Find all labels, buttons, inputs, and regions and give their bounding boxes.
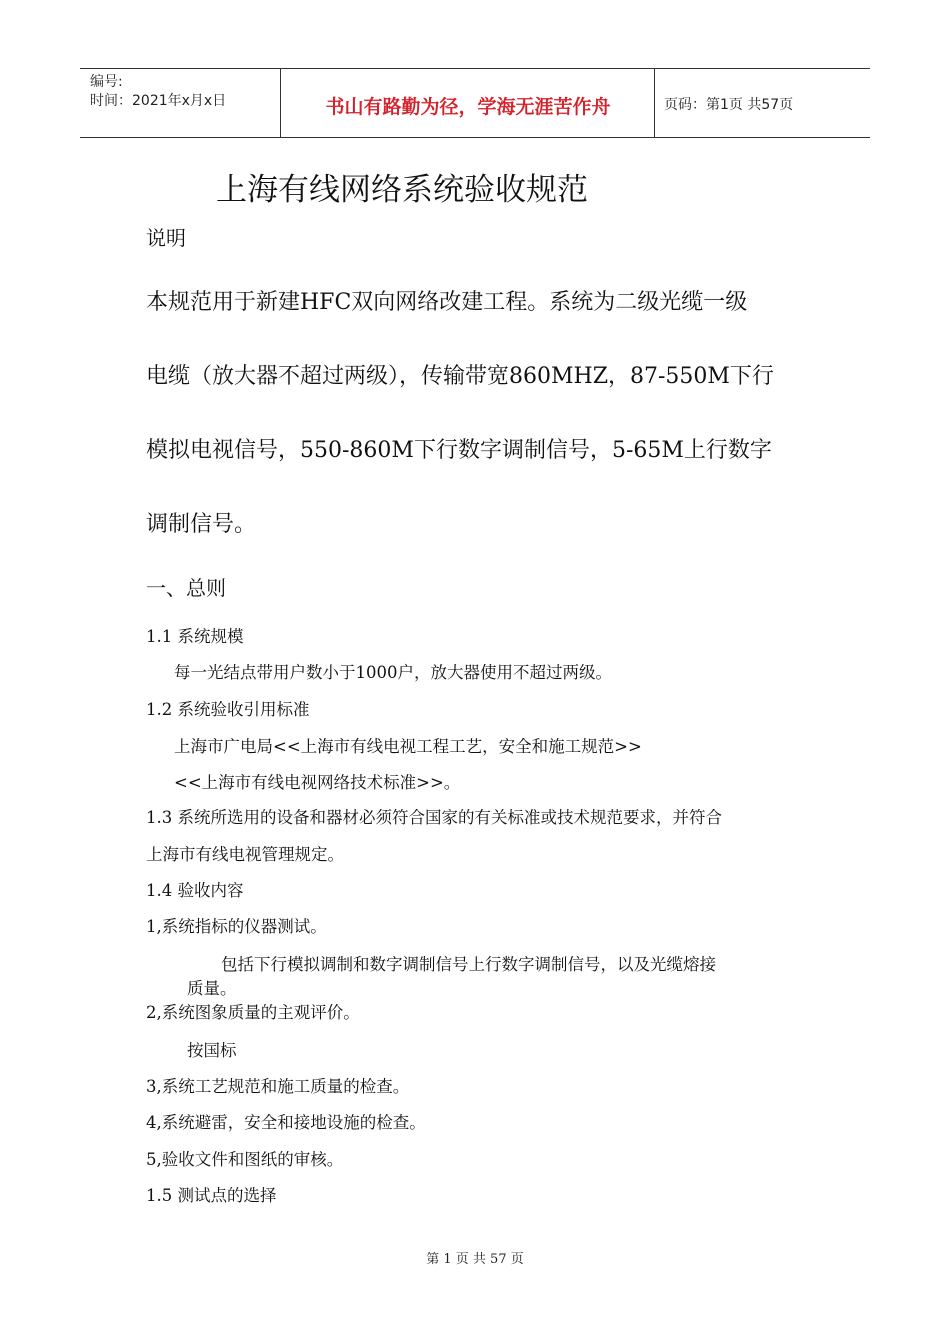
list-item-2: 2,系统图象质量的主观评价。 <box>146 1003 360 1022</box>
header-motto: 书山有路勤为径，学海无涯苦作舟 <box>325 96 611 118</box>
header-number-label: 编号: <box>90 74 123 90</box>
subsection-1-4: 1.4 验收内容 <box>146 881 244 900</box>
intro-line-4: 调制信号。 <box>146 512 257 537</box>
list-item-1-text-1: 包括下行模拟调制和数字调制信号上行数字调制信号，以及光缆熔接 <box>221 955 716 974</box>
subsection-1-2-text-1: 上海市广电局<<上海市有线电视工程工艺，安全和施工规范>> <box>174 737 642 756</box>
subsection-1-1: 1.1 系统规模 <box>146 627 244 646</box>
list-item-4: 4,系统避雷，安全和接地设施的检查。 <box>146 1113 426 1132</box>
page-footer: 第 1 页 共 57 页 <box>426 1252 524 1267</box>
intro-heading: 说明 <box>146 226 186 250</box>
header-time-label: 时间：2021年x月x日 <box>90 93 227 109</box>
list-item-5: 5,验收文件和图纸的审核。 <box>146 1150 344 1169</box>
intro-line-2: 电缆（放大器不超过两级），传输带宽860MHZ，87-550M下行 <box>146 364 774 389</box>
intro-line-1: 本规范用于新建HFC双向网络改建工程。系统为二级光缆一级 <box>146 290 748 315</box>
subsection-1-2: 1.2 系统验收引用标准 <box>146 700 310 719</box>
list-item-2-text: 按国标 <box>187 1041 237 1060</box>
subsection-1-3-line-2: 上海市有线电视管理规定。 <box>146 845 344 864</box>
header-meta <box>90 73 226 111</box>
subsection-1-1-text: 每一光结点带用户数小于1000户，放大器使用不超过两级。 <box>174 663 612 682</box>
header-divider-right <box>654 69 655 137</box>
header-table <box>80 68 870 138</box>
list-item-3: 3,系统工艺规范和施工质量的检查。 <box>146 1077 410 1096</box>
document-title: 上海有线网络系统验收规范 <box>216 172 588 208</box>
list-item-1-text-2: 质量。 <box>187 979 237 998</box>
subsection-1-5: 1.5 测试点的选择 <box>146 1186 277 1205</box>
header-page-info: 页码：第1页 共57页 <box>664 97 794 113</box>
intro-line-3: 模拟电视信号，550-860M下行数字调制信号，5-65M上行数字 <box>146 438 772 463</box>
section-heading: 一、总则 <box>146 576 226 600</box>
subsection-1-3-line-1: 1.3 系统所选用的设备和器材必须符合国家的有关标准或技术规范要求，并符合 <box>146 808 722 827</box>
subsection-1-2-text-2: <<上海市有线电视网络技术标准>>。 <box>174 773 461 792</box>
list-item-1: 1,系统指标的仪器测试。 <box>146 917 327 936</box>
header-divider-left <box>280 69 281 137</box>
